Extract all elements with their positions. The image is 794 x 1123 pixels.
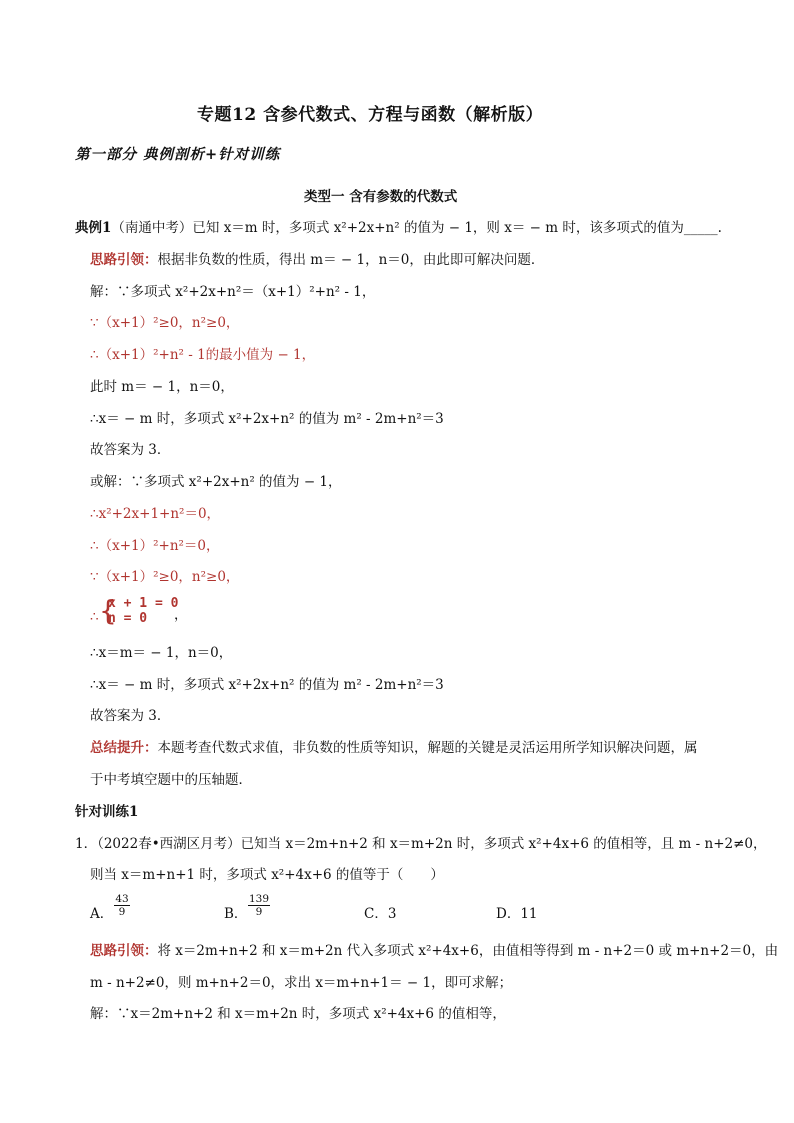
option-d: D．11 — [496, 906, 538, 922]
training-hint-line-1 — [90, 942, 778, 960]
question-1-line-2: 则当 x＝m+n+1 时，多项式 x²+4x+6 的值等于（ ） — [90, 867, 444, 883]
hint-label: 思路引领： — [90, 252, 158, 268]
summary-line-2: 于中考填空题中的压轴题． — [90, 772, 252, 788]
question-1-line-1: 1．（2022春•西湖区月考）已知当 x＝2m+n+2 和 x＝m+2n 时，多项式 x²+4x+6 的值相等，且 m - n+2≠0， — [75, 836, 767, 852]
example-label: 典例1 — [75, 220, 112, 236]
alt-solution-line-6: ∴x＝m＝ − 1，n＝0， — [90, 645, 233, 661]
hint-line — [90, 251, 544, 269]
alt-solution-line-2: ∴x²+2x+1+n²＝0， — [90, 506, 221, 522]
example-question — [75, 219, 722, 237]
brace-icon: { — [99, 594, 117, 627]
training-hint-text: 将 x＝2m+n+2 和 x＝m+2n 代入多项式 x²+4x+6，由值相等得到 m - n+2＝0 或 m+n+2＝0，由 — [157, 943, 779, 959]
training-hint-label: 思路引领： — [90, 943, 158, 959]
type-heading: 类型一 含有参数的代数式 — [304, 189, 458, 205]
example-question-text: （南通中考）已知 x＝m 时，多项式 x²+2x+n² 的值为 − 1，则 x＝ − m 时，该多项式的值为_____. — [111, 220, 722, 236]
part-heading: 第一部分 典例剖析+针对训练 — [75, 146, 281, 163]
solution-line-2: ∵（x+1）²≥0，n²≥0， — [90, 315, 240, 331]
option-b-denominator: 9 — [255, 906, 263, 918]
summary-text: 本题考查代数式求值，非负数的性质等知识，解题的关键是灵活运用所学知识解决问题，属 — [157, 740, 698, 756]
training-solution-line-1: 解：∵x＝2m+n+2 和 x＝m+2n 时，多项式 x²+4x+6 的值相等， — [90, 1006, 506, 1022]
system-row-2: n = 0 — [108, 611, 148, 626]
option-a-denominator: 9 — [118, 906, 126, 918]
alt-solution-line-7: ∴x＝ − m 时，多项式 x²+2x+n² 的值为 m² - 2m+n²＝3 — [90, 677, 444, 693]
solution-line-1 — [90, 283, 375, 301]
training-heading: 针对训练1 — [75, 804, 139, 820]
option-a-fraction — [114, 893, 130, 918]
option-a-label: A． — [90, 906, 114, 922]
training-hint-line-2: m - n+2≠0，则 m+n+2＝0，求出 x＝m+n+1＝ − 1，即可求解； — [90, 975, 513, 991]
option-b-fraction — [248, 893, 270, 918]
hint-text: 根据非负数的性质，得出 m＝ − 1，n＝0，由此即可解决问题． — [157, 252, 545, 268]
solution-line-3: ∴（x+1）²+n² - 1的最小值为 − 1， — [90, 347, 316, 363]
alt-solution-line-1: 或解：∵多项式 x²+2x+n² 的值为 − 1， — [90, 474, 342, 490]
summary-line-1 — [90, 739, 698, 757]
option-a-numerator: 43 — [115, 893, 129, 905]
system-row-1: x + 1 = 0 — [108, 596, 179, 611]
option-b-numerator: 139 — [249, 893, 270, 905]
solution-line-4: 此时 m＝ − 1，n＝0， — [90, 379, 234, 395]
solution-line-6: 故答案为 3． — [90, 442, 171, 458]
option-c: C．3 — [364, 906, 397, 922]
system-prefix: ∴ — [90, 609, 99, 625]
system-suffix: ， — [174, 607, 188, 623]
solution-text: 解：∵多项式 x²+2x+n²＝（x+1）²+n² - 1， — [90, 284, 376, 300]
summary-label: 总结提升： — [90, 740, 158, 756]
alt-solution-line-4: ∵（x+1）²≥0，n²≥0， — [90, 569, 240, 585]
alt-solution-line-3: ∴（x+1）²+n²＝0， — [90, 538, 220, 554]
solution-line-5: ∴x＝ − m 时，多项式 x²+2x+n² 的值为 m² - 2m+n²＝3 — [90, 411, 444, 427]
option-b-label: B． — [224, 906, 248, 922]
document-title: 专题12 含参代数式、方程与函数（解析版） — [197, 105, 544, 125]
alt-solution-line-8: 故答案为 3． — [90, 708, 171, 724]
